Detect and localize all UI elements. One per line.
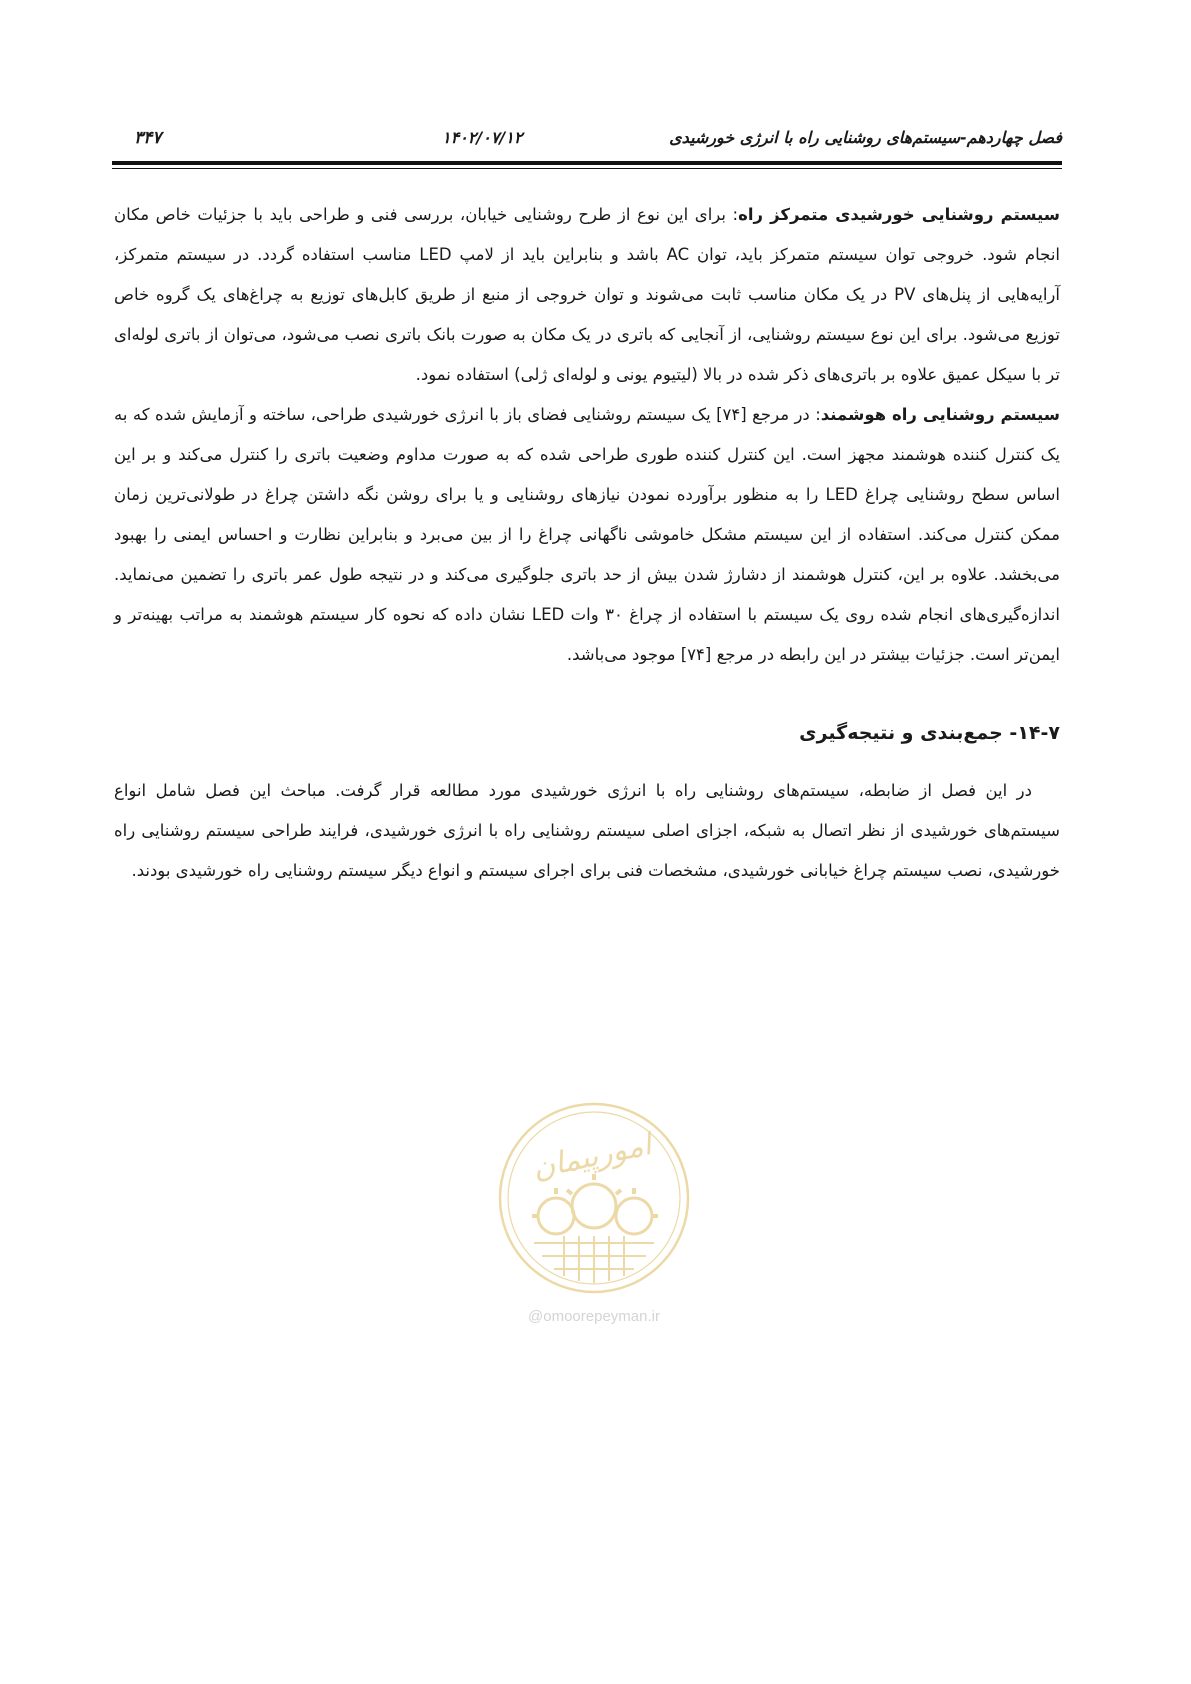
header-date: ۱۴۰۲/۰۷/۱۲: [442, 128, 523, 147]
header-rule-thick: [112, 161, 1062, 165]
header-rule-thin: [112, 168, 1062, 169]
paragraph-centralized-lighting: [114, 195, 1060, 395]
watermark-seal: [494, 1098, 694, 1298]
section-heading: ۱۴-۷- جمع‌بندی و نتیجه‌گیری: [799, 722, 1060, 744]
paragraph-text: : برای این نوع از طرح روشنایی خیابان، بررسی فنی و طراحی باید با جزئیات خاص مکان انجام شود. خروجی توان سیستم متمرکز باید، توان AC باشد و بنابراین باید از لامپ LED مناسب استفاده گردد. در سیستم متمرکز، آرایه‌هایی از پنل‌های PV در یک مکان مناسب ثابت می‌شوند و توان خروجی از منبع از طریق کابل‌های توزیع به چراغ‌های یک گروه خاص توزیع می‌شود. برای این نوع سیستم روشنایی، از آنجایی که باتری در یک مکان به صورت بانک باتری نصب می‌شود، می‌توان از باتری لوله‌ای تر با سیکل عمیق علاوه بر باتری‌های ذکر شده در بالا (لیتیوم یونی و لوله‌ای ژلی) استفاده نمود.: [114, 205, 1060, 384]
chapter-title: فصل چهاردهم-سیستم‌های روشنایی راه با انرژی خورشیدی: [669, 128, 1062, 147]
section-paragraph: در این فصل از ضابطه، سیستم‌های روشنایی راه با انرژی خورشیدی مورد مطالعه قرار گرفت. مباحث این فصل شامل انواع سیستم‌های خورشیدی از نظر اتصال به شبکه، اجزای اصلی سیستم روشنایی راه با انرژی خورشیدی، فرایند طراحی سیستم روشنایی راه خورشیدی، نصب سیستم چراغ خیابانی خورشیدی، مشخصات فنی برای اجرای سیستم و انواع دیگر سیستم روشنایی راه خورشیدی بودند.: [114, 781, 1060, 880]
seal-grid: [534, 1236, 654, 1283]
page-header: [112, 128, 1062, 158]
paragraph-smart-lighting: [114, 395, 1060, 675]
paragraph-text: : در مرجع [۷۴] یک سیستم روشنایی فضای باز با انرژی خورشیدی طراحی، ساخته و آزمایش شده که به یک کنترل کننده هوشمند مجهز است. این کنترل کننده طوری طراحی شده که به صورت مداوم وضعیت باتری را کنترل می‌کند و بر این اساس سطح روشنایی چراغ LED را به منظور برآورده نمودن نیازهای روشنایی و یا برای روشن نگه داشتن چراغ در طولانی‌ترین زمان ممکن کنترل می‌کند. استفاده از این سیستم مشکل خاموشی ناگهانی چراغ را از بین می‌برد و بنابراین نظارت و احساس ایمنی را بهبود می‌بخشد. علاوه بر این، کنترل هوشمند از دشارژ شدن بیش از حد باتری جلوگیری می‌کند و در نتیجه طول عمر باتری را تضمین می‌نماید. اندازه‌گیری‌های انجام شده روی یک سیستم با استفاده از چراغ ۳۰ وات LED نشان داده که نحوه کار سیستم هوشمند به مراتب بهینه‌تر و ایمن‌تر است. جزئیات بیشتر در این رابطه در مرجع [۷۴] موجود می‌باشد.: [114, 405, 1060, 664]
paragraph-lead: سیستم روشنایی راه هوشمند: [820, 405, 1060, 424]
page-number: ۳۴۷: [134, 128, 162, 148]
paragraph-lead: سیستم روشنایی خورشیدی متمرکز راه: [738, 205, 1060, 224]
page-body: [114, 195, 1060, 891]
watermark-caption: @omoorepeyman.ir: [528, 1308, 660, 1325]
seal-lettering: امورپیمان: [529, 1127, 655, 1187]
